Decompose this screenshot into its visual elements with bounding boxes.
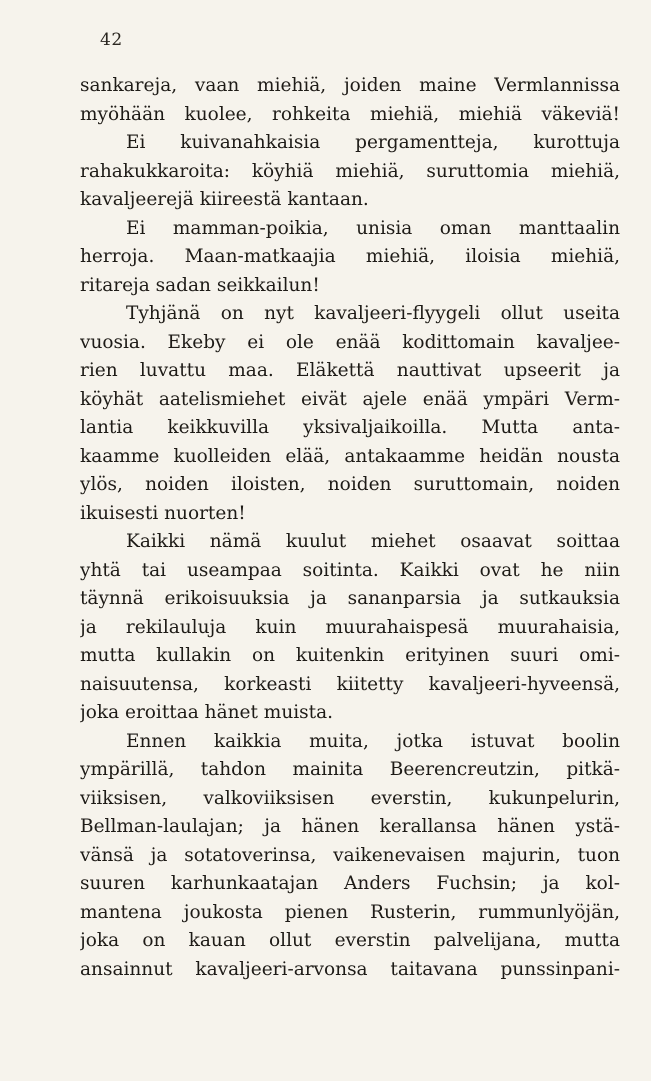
text-line: rahakukkaroita: köyhiä miehiä, suruttomia miehiä, [80,160,620,182]
text-line: ikuisesti nuorten! [80,502,246,524]
text-line: kavaljeerejä kiireestä kantaan. [80,189,369,210]
text-line: suuren karhunkaatajan Anders Fuchsin; ja kol- [80,873,620,894]
text-line: ylös, noiden iloisten, noiden suruttomain, noiden [80,474,620,495]
page-number: 42 [100,30,123,50]
text-line: Ei kuivanahkaisia pergamentteja, kurottuja [126,132,620,153]
text-line: ympärillä, tahdon mainita Beerencreutzin, pitkä- [80,759,620,780]
text-line: ansainnut kavaljeeri-arvonsa taitavana punssinpani- [80,958,620,980]
text-line: täynnä erikoisuuksia ja sananparsia ja sutkauksia [80,588,620,609]
text-line: rien luvattu maa. Eläkettä nauttivat upseerit ja [80,360,620,381]
text-line: yhtä tai useampaa soitinta. Kaikki ovat he niin [80,559,620,581]
text-line: joka on kauan ollut everstin palvelijana, mutta [80,930,620,951]
text-line: sankareja, vaan miehiä, joiden maine Vermlannissa [80,75,620,96]
text-line: Ennen kaikkia muita, jotka istuvat boolin [126,730,620,752]
text-line: viiksisen, valkoviiksisen everstin, kukunpelurin, [80,787,620,809]
text-line: Bellman-laulajan; ja hänen kerallansa hänen ystä- [80,816,620,837]
text-line: vuosia. Ekeby ei ole enää kodittomain kavaljee- [80,331,620,353]
text-line: joka eroittaa hänet muista. [80,702,333,723]
text-line: Tyhjänä on nyt kavaljeeri-flyygeli ollut useita [126,303,620,324]
text-line: köyhät aatelismiehet eivät ajele enää ympäri Verm- [80,388,620,410]
text-line: kaamme kuolleiden elää, antakaamme heidän nousta [80,445,620,467]
text-line: naisuutensa, korkeasti kiitetty kavaljeeri-hyveensä, [80,673,620,695]
text-line: mantena joukosta pienen Rusterin, rummunlyöjän, [80,901,620,923]
text-line: ritareja sadan seikkailun! [80,274,320,296]
text-line: vänsä ja sotatoverinsa, vaikenevaisen majurin, tuon [80,844,620,866]
body-text [80,72,620,984]
text-line: mutta kullakin on kuitenkin erityinen suuri omi- [80,645,620,666]
text-line: herroja. Maan-matkaajia miehiä, iloisia miehiä, [80,246,620,267]
text-line: ja rekilauluja kuin muurahaispesä muurahaisia, [80,616,620,638]
text-line: Kaikki nämä kuulut miehet osaavat soittaa [126,531,620,552]
text-line: lantia keikkuvilla yksivaljaikoilla. Mutta anta- [80,417,620,438]
text-line: Ei mamman-poikia, unisia oman manttaalin [126,217,620,239]
text-line: myöhään kuolee, rohkeita miehiä, miehiä väkeviä! [80,103,620,125]
